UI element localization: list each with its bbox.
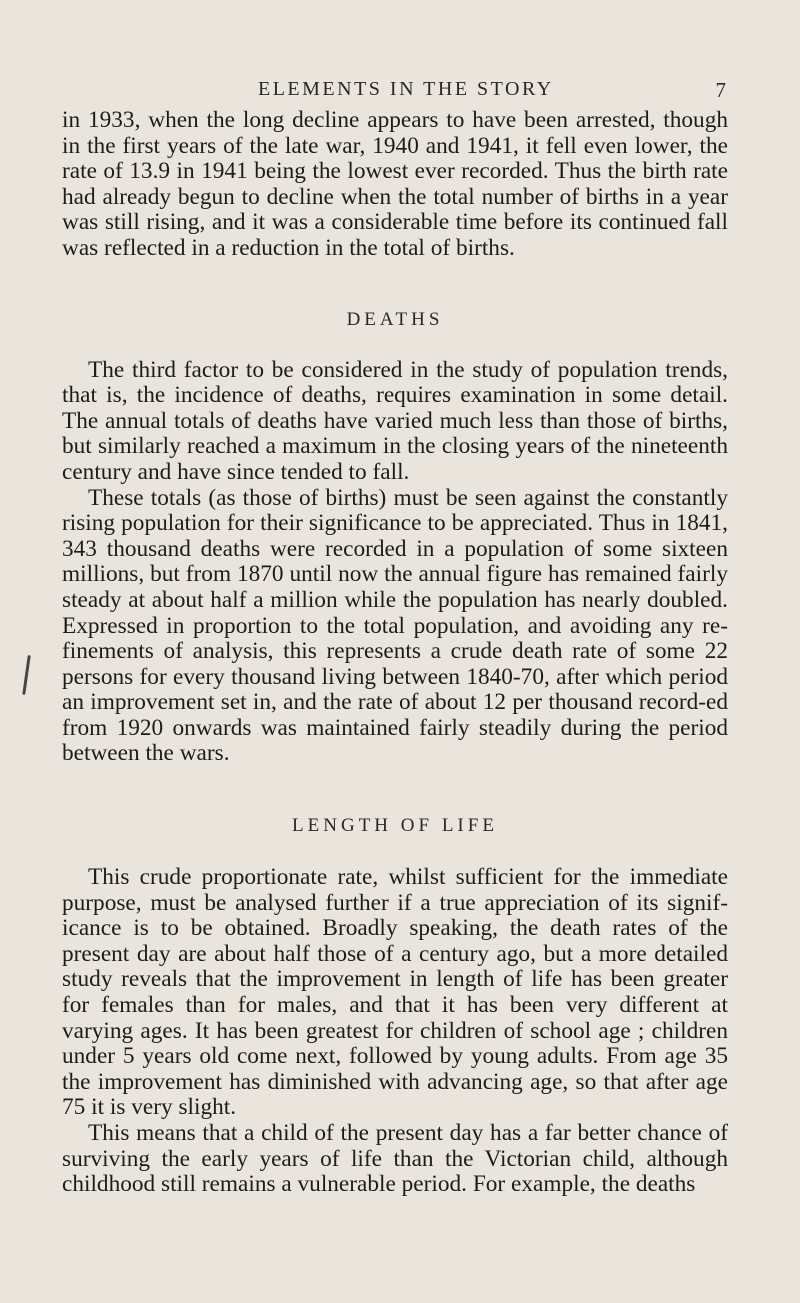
running-head: [62, 74, 728, 108]
running-head-title: ELEMENTS IN THE STORY: [258, 78, 554, 100]
intro-paragraph: in 1933, when the long decline appears to have been arrested, though in the first years of the late war, 1940 and 1941, it fell even lower, the rate of 13.9 in 1941 being the lowest ever recorded. Thus the birth rate had already begun to decline when the total number of births in a year was still rising, and it was a considerable time before its continued fall was reflected in a reduction in the total of births.: [62, 107, 728, 261]
length-of-life-paragraph-1: This crude proportionate rate, whilst sufficient for the immediate purpose, must be analysed further if a true appreciation of its signif-icance is to be obtained. Broadly speaking, the death rates of the present day are about half those of a century ago, but a more detailed study reveals that the improvement in length of life has been greater for females than for males, and that it has been very different at varying ages. It has been greatest for children of school age ; children under 5 years old come next, followed by young adults. From age 35 the improvement has diminished with advancing age, so that after age 75 it is very slight.: [62, 864, 728, 1121]
section-heading-deaths: DEATHS: [346, 308, 444, 330]
margin-ink-mark: [22, 653, 34, 697]
section-heading-length-of-life: LENGTH OF LIFE: [292, 815, 498, 837]
page-number: 7: [715, 78, 726, 102]
length-of-life-paragraph-2: This means that a child of the present day has a far better chance of surviving the early years of life than the Victorian child, although childhood still remains a vulnerable period. For example, the deaths: [62, 1120, 728, 1198]
deaths-paragraph-2: These totals (as those of births) must be seen against the constantly rising population for their significance to be appreciated. Thus in 1841, 343 thousand deaths were recorded in a population of some sixteen millions, but from 1870 until now the annual figure has remained fairly steady at about half a million while the population has nearly doubled. Expressed in proportion to the total population, and avoiding any re-finements of analysis, this represents a crude death rate of some 22 persons for every thousand living between 1840-70, after which period an improvement set in, and the rate of about 12 per thousand record-ed from 1920 onwards was maintained fairly steadily during the period between the wars.: [62, 484, 728, 767]
deaths-paragraph-1: The third factor to be considered in the study of population trends, that is, the incidence of deaths, requires examination in some detail. The annual totals of deaths have varied much less than those of births, but similarly reached a maximum in the closing years of the nineteenth century and have since tended to fall.: [62, 356, 728, 485]
